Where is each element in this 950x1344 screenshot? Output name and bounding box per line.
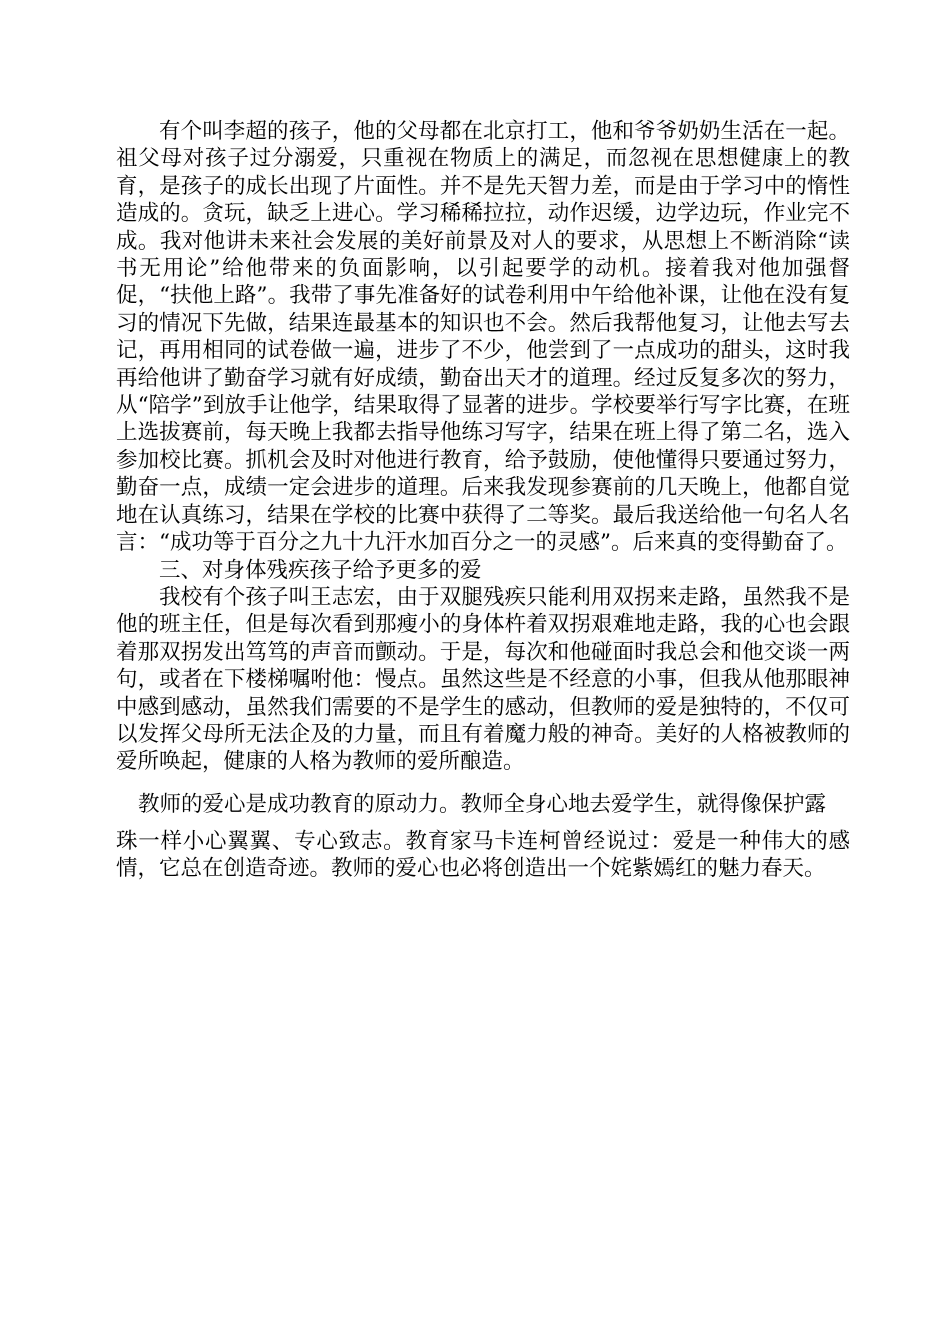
paragraph-li-chao: 有个叫李超的孩子，他的父母都在北京打工，他和爷爷奶奶生活在一起。祖父母对孩子过分溺爱，只重视在物质上的满足，而忽视在思想健康上的教育，是孩子的成长出现了片面性。并不是先天智力差，而是由于学习中的惰性造成的。贪玩，缺乏上进心。学习稀稀拉拉，动作迟缓，边学边玩，作业完不成。我对他讲未来社会发展的美好前景及对人的要求，从思想上不断消除“读书无用论”给他带来的负面影响，以引起要学的动机。接着我对他加强督促，“扶他上路”。我带了事先准备好的试卷利用中午给他补课，让他在没有复习的情况下先做，结果连最基本的知识也不会。然后我帮他复习，让他去写去记，再用相同的试卷做一遍，进步了不少，他尝到了一点成功的甜头，这时我再给他讲了勤奋学习就有好成绩，勤奋出天才的道理。经过反复多次的努力，从“陪学”到放手让他学，结果取得了显著的进步。学校要举行写字比赛，在班上选拔赛前，每天晚上我都去指导他练习写字，结果在班上得了第二名，选入参加校比赛。抓机会及时对他进行教育，给予鼓励，使他懂得只要通过努力，勤奋一点，成绩一定会进步的道理。后来我发现参赛前的几天晚上，他都自觉地在认真练习，结果在学校的比赛中获得了二等奖。最后我送给他一句名人名言：“成功等于百分之九十九汗水加百分之一的灵感”。后来真的变得勤奋了。	[116, 119, 850, 556]
section-heading-3: 三、对身体残疾孩子给予更多的爱	[159, 557, 482, 583]
paragraph-wang-zhihong: 我校有个孩子叫王志宏，由于双腿残疾只能利用双拐来走路，虽然我不是他的班主任，但是每次看到那瘦小的身体杵着双拐艰难地走路，我的心也会跟着那双拐发出笃笃的声音而颤动。于是，每次和他碰面时我总会和他交谈一两句，或者在下楼梯嘱咐他：慢点。虽然这些是不经意的小事，但我从他那眼神中感到感动，虽然我们需要的不是学生的感动，但教师的爱是独特的，不仅可以发挥父母所无法企及的力量，而且有着魔力般的神奇。美好的人格被教师的爱所唤起，健康的人格为教师的爱所酿造。	[116, 584, 850, 775]
closing-first-line: 教师的爱心是成功教育的原动力。教师全身心地去爱学生，就得像保护露	[138, 791, 827, 817]
closing-paragraph	[116, 784, 850, 883]
closing-rest: 珠一样小心翼翼、专心致志。教育家马卡连柯曾经说过：爱是一种伟大的感情，它总在创造奇迹。教师的爱心也必将创造出一个姹紫嫣红的魅力春天。	[116, 828, 850, 882]
document-page	[116, 118, 850, 883]
